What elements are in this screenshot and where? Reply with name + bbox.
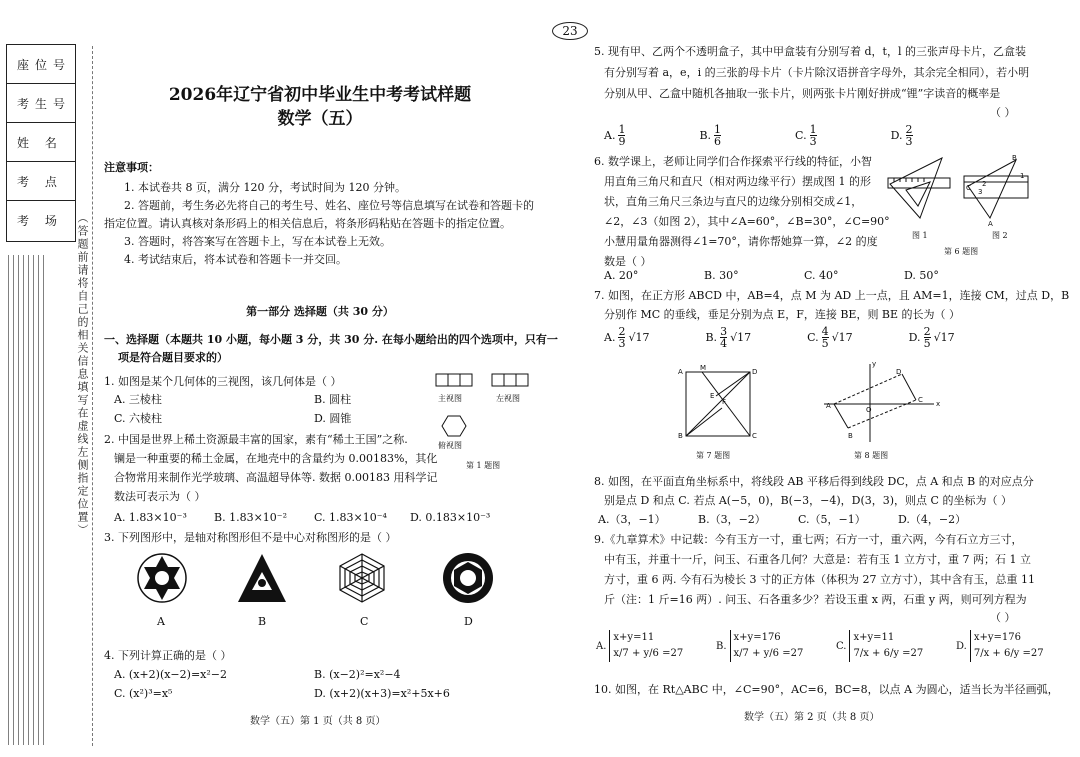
q3-label-d[interactable]: D xyxy=(464,615,473,628)
q3-figure-d xyxy=(443,553,493,603)
svg-text:M: M xyxy=(700,364,707,372)
q9-line-1: 9.《九章算术》中记载：今有玉方一寸，重七两；石方一寸，重六两，今有石立方三寸， xyxy=(594,533,1023,546)
q9-option-a[interactable]: A. x+y=11 x/7 + y/6 =27 xyxy=(596,630,686,662)
subject-title: 数学（五） xyxy=(277,109,363,129)
q5-line-3: 分别从甲、乙盒中随机各抽取一张卡片，则两张卡片刚好拼成“锂”字读音的概率是 xyxy=(604,87,1001,100)
q2-line-2: 镧是一种重要的稀土金属，在地壳中的含量约为 0.00183%，其化 xyxy=(114,452,438,465)
svg-text:C: C xyxy=(918,396,923,404)
q1-figure-caption: 第 1 题图 xyxy=(466,461,501,470)
q5-paren: （ ） xyxy=(990,106,1016,119)
svg-text:2: 2 xyxy=(982,180,987,188)
q2-option-d[interactable]: D. 0.183×10⁻³ xyxy=(410,511,491,524)
q1-option-c[interactable]: C. 六棱柱 xyxy=(114,412,163,425)
q5-options xyxy=(604,124,913,147)
q1-option-b[interactable]: B. 圆柱 xyxy=(314,393,352,406)
cut-line xyxy=(92,46,93,746)
svg-text:A: A xyxy=(988,220,993,228)
notice-item-3: 3. 答题时，将答案写在答题卡上，写在本试卷上无效。 xyxy=(124,235,391,248)
q3-label-a[interactable]: A xyxy=(157,615,165,628)
q9-option-b[interactable]: B. x+y=176 x/7 + y/6 =27 xyxy=(716,630,806,662)
student-info-box xyxy=(6,44,76,242)
q5-option-d[interactable]: D. 2 3 xyxy=(890,123,913,148)
q3-figure-c xyxy=(340,554,384,602)
q8-line-1: 8. 如图，在平面直角坐标系中，将线段 AB 平移后得到线段 DC，点 A 和点 B 的对应点分 xyxy=(594,475,1034,488)
barcode-hatch-area xyxy=(6,255,44,745)
q2-line-1: 2. 中国是世界上稀土资源最丰富的国家，素有“稀土王国”之称. xyxy=(104,433,408,446)
q4-option-b[interactable]: B. (x−2)²=x²−4 xyxy=(314,668,401,681)
q1-option-d[interactable]: D. 圆锥 xyxy=(314,412,352,425)
q6-line-1: 6. 数学课上，老师让同学们合作探索平行线的特征，小智 xyxy=(594,155,872,168)
q2-option-b[interactable]: B. 1.83×10⁻² xyxy=(214,511,287,524)
notice-item-2b: 指定位置。请认真核对条形码上的相关信息后，将条形码粘贴在答题卡的指定位置。 xyxy=(104,217,511,230)
section-instructions-2: 项是符合题目要求的） xyxy=(118,351,228,364)
notice-item-1: 1. 本试卷共 8 页，满分 120 分，考试时间为 120 分钟。 xyxy=(124,181,406,194)
q3-figures xyxy=(140,552,500,608)
exam-title: 2026年辽宁省初中毕业生中考考试样题 xyxy=(168,85,472,105)
q6-label-fig1: 图 1 xyxy=(912,231,928,240)
svg-text:E: E xyxy=(710,392,715,400)
svg-text:O: O xyxy=(866,406,872,414)
footer-page-2: 数学（五）第 2 页（共 8 页） xyxy=(744,712,880,723)
q6-label-fig2: 图 2 xyxy=(992,231,1008,240)
q6-option-d[interactable]: D. 50° xyxy=(904,269,939,282)
q8-figure xyxy=(822,362,942,446)
exam-site-field[interactable]: 考 点 xyxy=(7,162,75,201)
q9-line-3: 方寸，重 6 两. 今有石为棱长 3 寸的正方体（体积为 27 立方寸），其中含有玉，总重 11 xyxy=(604,573,1035,586)
q4-stem: 4. 下列计算正确的是（ ） xyxy=(104,649,232,662)
q3-label-b[interactable]: B xyxy=(258,615,267,628)
q5-line-1: 5. 现有甲、乙两个不透明盒子，其中甲盒装有分别写着 d，t，l 的三张声母卡片，乙盒装 xyxy=(594,45,1026,58)
svg-text:B: B xyxy=(848,432,853,440)
q9-paren: （ ） xyxy=(990,611,1016,624)
svg-text:A: A xyxy=(826,402,831,410)
q7-line-2: 分别作 MC 的垂线，垂足分别为点 E，F，连接 BE，则 BE 的长为（ ） xyxy=(604,308,961,321)
q7-option-d[interactable]: D. 2 5 √17 xyxy=(908,325,955,350)
svg-text:F: F xyxy=(722,398,727,406)
svg-text:3: 3 xyxy=(978,188,983,196)
q1-label-top: 俯视图 xyxy=(438,441,462,450)
q6-option-b[interactable]: B. 30° xyxy=(704,269,739,282)
svg-text:D: D xyxy=(896,368,902,376)
svg-text:1: 1 xyxy=(1020,172,1025,180)
svg-text:B: B xyxy=(678,432,683,440)
seat-number-field[interactable]: 座位号 xyxy=(7,45,75,84)
svg-text:D: D xyxy=(752,368,758,376)
q5-option-b[interactable]: B. 1 6 xyxy=(699,123,722,148)
q7-option-b[interactable]: B. 3 4 √17 xyxy=(705,325,752,350)
student-id-field[interactable]: 考生号 xyxy=(7,84,75,123)
q9-option-c[interactable]: C. x+y=11 7/x + 6/y =27 xyxy=(836,630,926,662)
q6-figure-caption: 第 6 题图 xyxy=(944,247,979,256)
q6-line-4: ∠2，∠3（如图 2），其中∠A=60°，∠B=30°，∠C=90° xyxy=(604,215,890,228)
name-field[interactable]: 姓 名 xyxy=(7,123,75,162)
q6-line-2: 用直角三角尺和直尺（相对两边缘平行）摆成图 1 的形 xyxy=(604,175,871,188)
footer-page-1: 数学（五）第 1 页（共 8 页） xyxy=(250,716,386,727)
svg-text:C: C xyxy=(966,184,971,192)
q8-option-a[interactable]: A.（3，−1） xyxy=(598,513,666,526)
part1-title: 第一部分 选择题（共 30 分） xyxy=(246,305,394,318)
q7-option-c[interactable]: C. 4 5 √17 xyxy=(807,325,853,350)
notice-item-4: 4. 考试结束后，将本试卷和答题卡一并交回。 xyxy=(124,253,347,266)
q2-option-c[interactable]: C. 1.83×10⁻⁴ xyxy=(314,511,387,524)
q7-line-1: 7. 如图，在正方形 ABCD 中，AB=4，点 M 为 AD 上一点，且 AM=1，连接 CM，过点 D，B xyxy=(594,289,1070,302)
notice-heading: 注意事项： xyxy=(104,161,159,174)
q7-options xyxy=(604,326,955,349)
exam-room-field[interactable]: 考 场 xyxy=(17,213,63,228)
q1-label-front: 主视图 xyxy=(438,394,462,403)
q1-stem: 1. 如图是某个几何体的三视图，该几何体是（ ） xyxy=(104,375,342,388)
q8-option-c[interactable]: C.（5，−1） xyxy=(798,513,866,526)
svg-text:x: x xyxy=(936,400,941,408)
q9-line-2: 中有玉，并重十一斤，问玉、石重各几何？大意是：若有玉 1 立方寸，重 7 两；石 1 立 xyxy=(604,553,1031,566)
q8-figure-caption: 第 8 题图 xyxy=(854,451,889,460)
svg-text:B: B xyxy=(1012,154,1017,162)
svg-text:C: C xyxy=(752,432,757,440)
svg-text:A: A xyxy=(678,368,683,376)
q1-three-views-figure xyxy=(432,372,532,442)
q4-option-d[interactable]: D. (x+2)(x+3)=x²+5x+6 xyxy=(314,687,450,700)
q2-line-3: 合物常用来制作光学玻璃、高温超导体等. 数据 0.00183 用科学记 xyxy=(114,471,438,484)
q6-line-5: 小慧用量角器测得∠1=70°，请你帮她算一算，∠2 的度 xyxy=(604,235,878,248)
q3-figure-b xyxy=(238,554,286,602)
q1-option-a[interactable]: A. 三棱柱 xyxy=(114,393,162,406)
q2-line-4: 数法可表示为（ ） xyxy=(114,490,206,503)
q6-line-6: 数是（ ） xyxy=(604,255,652,268)
notice-item-2: 2. 答题前，考生务必先将自己的考生号、姓名、座位号等信息填写在试卷和答题卡的 xyxy=(124,199,534,212)
q4-option-c[interactable]: C. (x²)³=x⁵ xyxy=(114,687,173,700)
q6-figure xyxy=(886,156,1036,236)
q8-option-d[interactable]: D.（4，−2） xyxy=(898,513,967,526)
q8-line-2: 别是点 D 和点 C. 若点 A(−5，0)，B(−3，−4)，D(3，3)，则点 C 的坐标为（ ） xyxy=(604,494,1012,507)
q9-option-d[interactable]: D. x+y=176 7/x + 6/y =27 xyxy=(956,630,1046,662)
q7-option-a[interactable]: A. 2 3 √17 xyxy=(604,325,650,350)
section-instructions: 一、选择题（本题共 10 小题，每小题 3 分，共 30 分. 在每小题给出的四个选项中，只有一 xyxy=(104,333,558,346)
q5-line-2: 有分别写着 a，e，i 的三张韵母卡片（卡片除汉语拼音字母外，其余完全相同），若小明 xyxy=(604,66,1030,79)
q1-label-side: 左视图 xyxy=(496,394,520,403)
q9-line-4: 斤（注：1 斤=16 两）. 问玉、石各重多少？若设玉重 x 两，石重 y 两，则可列方程为 xyxy=(604,593,1027,606)
q4-option-a[interactable]: A. (x+2)(x−2)=x²−2 xyxy=(114,668,227,681)
svg-text:y: y xyxy=(872,360,877,368)
q3-stem: 3. 下列图形中，是轴对称图形但不是中心对称图形的是（ ） xyxy=(104,531,397,544)
q7-figure xyxy=(676,364,766,444)
q9-options xyxy=(596,630,1046,662)
q5-option-a[interactable]: A. 1 9 xyxy=(604,123,626,148)
q10-stem: 10. 如图，在 Rt△ABC 中，∠C=90°，AC=6，BC=8，以点 A 为圆心，适当长为半径画弧， xyxy=(594,683,1059,696)
q8-option-b[interactable]: B.（3，−2） xyxy=(698,513,766,526)
q6-option-c[interactable]: C. 40° xyxy=(804,269,839,282)
page-badge: 23 xyxy=(552,22,588,40)
q7-figure-caption: 第 7 题图 xyxy=(696,451,731,460)
q2-option-a[interactable]: A. 1.83×10⁻³ xyxy=(114,511,187,524)
q6-option-a[interactable]: A. 20° xyxy=(604,269,639,282)
q5-option-c[interactable]: C. 1 3 xyxy=(795,123,817,148)
q6-line-3: 状，直角三角尺三条边与直尺的边缘分别相交成∠1， xyxy=(604,195,863,208)
binding-note: （答题前请将自己的相关信息填写在虚线左侧指定位置） xyxy=(76,212,89,537)
q3-label-c[interactable]: C xyxy=(360,615,369,628)
q3-figure-a xyxy=(138,554,186,602)
